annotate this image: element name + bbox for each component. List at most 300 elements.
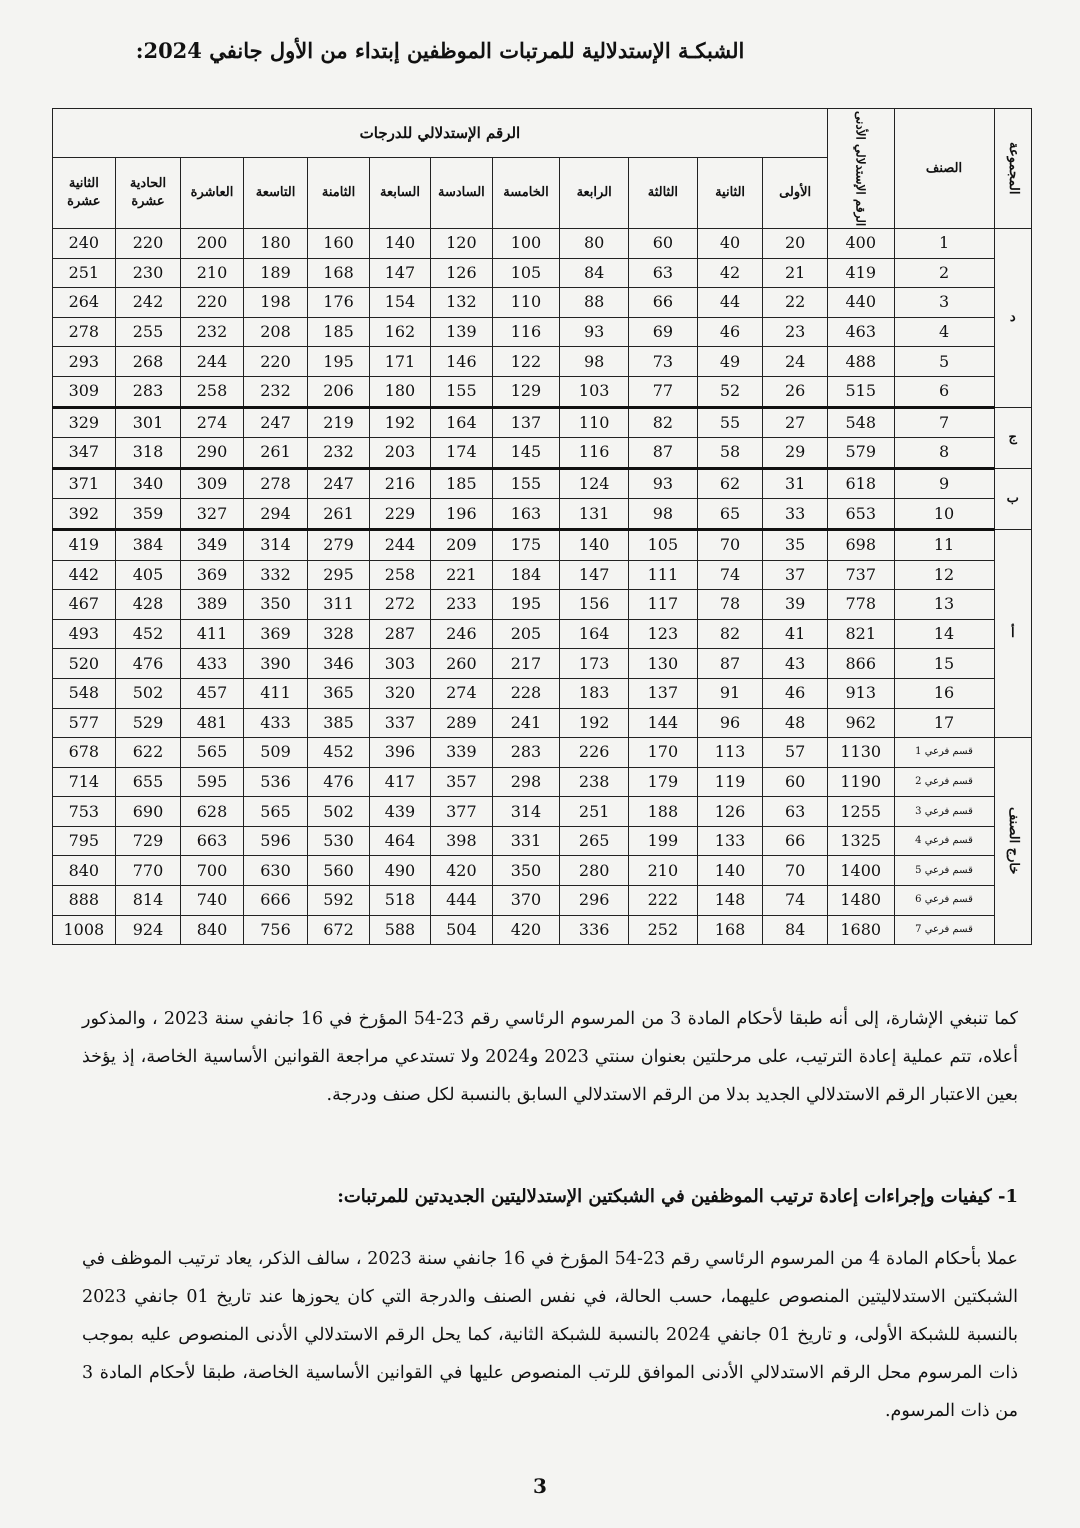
degree-value-cell: 295 bbox=[308, 560, 369, 590]
degree-value-cell: 146 bbox=[431, 347, 492, 377]
degree-value-cell: 57 bbox=[763, 738, 828, 768]
degree-value-cell: 147 bbox=[560, 560, 629, 590]
degree-value-cell: 588 bbox=[369, 915, 430, 945]
degree-value-cell: 318 bbox=[115, 438, 181, 469]
degree-value-cell: 26 bbox=[763, 376, 828, 407]
degree-value-cell: 164 bbox=[560, 619, 629, 649]
degree-value-cell: 278 bbox=[243, 468, 308, 499]
degree-value-cell: 173 bbox=[560, 649, 629, 679]
degree-value-cell: 185 bbox=[431, 468, 492, 499]
degree-value-cell: 240 bbox=[53, 229, 116, 259]
paragraph-2: عملا بأحكام المادة 4 من المرسوم الرئاسي رقم 23-54 المؤرخ في 16 جانفي سنة 2023 ، سالف الذكر، يعاد ترتيب الموظف في الشبكتين الاستدلاليتين المنصوص عليهما، حسب الحالة، في نفس الصنف والدرجة التي كان يحوزها عند تاريخ 01 جانفي 2023 بالنسبة للشبكة الأولى، و تاريخ 01 جانفي 2024 بالنسبة للشبكة الثانية، كما يحل الرقم الاستدلالي الأدنى المنصوص عليه بموجب ذات المرسوم محل الرقم الاستدلالي الأدنى الموافق للرتب المنصوص عليها في القوانين الأساسية الخاصة، طبقا لأحكام المادة 3 من ذات المرسوم. bbox=[82, 1249, 1019, 1421]
degree-value-cell: 264 bbox=[53, 288, 116, 318]
degree-header: الثامنة bbox=[308, 158, 369, 229]
degree-value-cell: 148 bbox=[697, 886, 763, 916]
degree-value-cell: 87 bbox=[629, 438, 698, 469]
category-cell: قسم فرعي 6 bbox=[894, 886, 994, 916]
degree-value-cell: 814 bbox=[115, 886, 181, 916]
degree-value-cell: 520 bbox=[53, 649, 116, 679]
degree-value-cell: 232 bbox=[308, 438, 369, 469]
degree-value-cell: 251 bbox=[53, 258, 116, 288]
degree-value-cell: 314 bbox=[492, 797, 560, 827]
degree-value-cell: 189 bbox=[243, 258, 308, 288]
degree-value-cell: 82 bbox=[629, 407, 698, 438]
degree-value-cell: 55 bbox=[697, 407, 763, 438]
degree-value-cell: 110 bbox=[492, 288, 560, 318]
degree-value-cell: 98 bbox=[629, 499, 698, 530]
degree-value-cell: 359 bbox=[115, 499, 181, 530]
degree-value-cell: 164 bbox=[431, 407, 492, 438]
degree-value-cell: 442 bbox=[53, 560, 116, 590]
degree-value-cell: 226 bbox=[560, 738, 629, 768]
table-row bbox=[53, 438, 1032, 469]
degree-value-cell: 320 bbox=[369, 678, 430, 708]
degree-value-cell: 476 bbox=[308, 767, 369, 797]
degree-value-cell: 87 bbox=[697, 649, 763, 679]
degree-value-cell: 217 bbox=[492, 649, 560, 679]
degree-value-cell: 548 bbox=[53, 678, 116, 708]
degree-value-cell: 246 bbox=[431, 619, 492, 649]
degree-value-cell: 493 bbox=[53, 619, 116, 649]
category-cell: قسم فرعي 4 bbox=[894, 826, 994, 856]
category-cell: قسم فرعي 2 bbox=[894, 767, 994, 797]
min-index-cell: 400 bbox=[827, 229, 894, 259]
degree-value-cell: 518 bbox=[369, 886, 430, 916]
degree-value-cell: 174 bbox=[431, 438, 492, 469]
degree-value-cell: 244 bbox=[369, 529, 430, 560]
table-row bbox=[53, 499, 1032, 530]
category-cell: 7 bbox=[894, 407, 994, 438]
degree-value-cell: 168 bbox=[308, 258, 369, 288]
degree-value-cell: 210 bbox=[629, 856, 698, 886]
degree-value-cell: 714 bbox=[53, 767, 116, 797]
category-cell: 9 bbox=[894, 468, 994, 499]
degree-value-cell: 433 bbox=[243, 708, 308, 738]
page-title: الشبكـة الإستدلالية للمرتبات الموظفين إبتداء من الأول جانفي 2024: bbox=[135, 38, 745, 63]
degree-value-cell: 185 bbox=[308, 317, 369, 347]
degree-header: الثانية عشرة bbox=[53, 158, 116, 229]
degree-value-cell: 252 bbox=[629, 915, 698, 945]
degree-value-cell: 219 bbox=[308, 407, 369, 438]
degree-value-cell: 490 bbox=[369, 856, 430, 886]
degree-value-cell: 888 bbox=[53, 886, 116, 916]
degree-value-cell: 74 bbox=[697, 560, 763, 590]
section-heading: 1- كيفيات وإجراءات إعادة ترتيب الموظفين في الشبكتين الإستدلاليتين الجديدتين للمرتبات: bbox=[337, 1186, 1018, 1207]
degree-value-cell: 1008 bbox=[53, 915, 116, 945]
degree-value-cell: 289 bbox=[431, 708, 492, 738]
degree-value-cell: 314 bbox=[243, 529, 308, 560]
degree-value-cell: 452 bbox=[308, 738, 369, 768]
group-cell: د bbox=[994, 229, 1031, 408]
degree-value-cell: 41 bbox=[763, 619, 828, 649]
degree-value-cell: 327 bbox=[181, 499, 243, 530]
degree-value-cell: 62 bbox=[697, 468, 763, 499]
degree-value-cell: 560 bbox=[308, 856, 369, 886]
degree-value-cell: 280 bbox=[560, 856, 629, 886]
degree-value-cell: 117 bbox=[629, 590, 698, 620]
category-cell: 13 bbox=[894, 590, 994, 620]
min-index-cell: 515 bbox=[827, 376, 894, 407]
min-index-cell: 1255 bbox=[827, 797, 894, 827]
category-cell: قسم فرعي 7 bbox=[894, 915, 994, 945]
degree-value-cell: 66 bbox=[763, 826, 828, 856]
table-row bbox=[53, 288, 1032, 318]
degree-value-cell: 162 bbox=[369, 317, 430, 347]
table-row bbox=[53, 560, 1032, 590]
min-index-cell: 579 bbox=[827, 438, 894, 469]
degree-value-cell: 46 bbox=[697, 317, 763, 347]
degree-value-cell: 175 bbox=[492, 529, 560, 560]
degree-value-cell: 577 bbox=[53, 708, 116, 738]
degree-value-cell: 139 bbox=[431, 317, 492, 347]
degree-value-cell: 49 bbox=[697, 347, 763, 377]
degree-value-cell: 283 bbox=[115, 376, 181, 407]
degree-value-cell: 171 bbox=[369, 347, 430, 377]
degree-value-cell: 840 bbox=[181, 915, 243, 945]
min-index-cell: 1400 bbox=[827, 856, 894, 886]
degree-value-cell: 369 bbox=[181, 560, 243, 590]
degree-header: الثالثة bbox=[629, 158, 698, 229]
min-index-cell: 821 bbox=[827, 619, 894, 649]
page-number: 3 bbox=[533, 1474, 547, 1498]
degree-value-cell: 140 bbox=[369, 229, 430, 259]
degree-value-cell: 216 bbox=[369, 468, 430, 499]
degree-value-cell: 113 bbox=[697, 738, 763, 768]
table-row bbox=[53, 678, 1032, 708]
degree-value-cell: 119 bbox=[697, 767, 763, 797]
degree-value-cell: 131 bbox=[560, 499, 629, 530]
degree-value-cell: 147 bbox=[369, 258, 430, 288]
degree-value-cell: 350 bbox=[492, 856, 560, 886]
degree-value-cell: 258 bbox=[369, 560, 430, 590]
min-index-cell: 1480 bbox=[827, 886, 894, 916]
degree-value-cell: 84 bbox=[763, 915, 828, 945]
degree-value-cell: 385 bbox=[308, 708, 369, 738]
degree-value-cell: 35 bbox=[763, 529, 828, 560]
degree-value-cell: 467 bbox=[53, 590, 116, 620]
degree-value-cell: 31 bbox=[763, 468, 828, 499]
degree-value-cell: 390 bbox=[243, 649, 308, 679]
degree-value-cell: 337 bbox=[369, 708, 430, 738]
degree-value-cell: 392 bbox=[53, 499, 116, 530]
degree-value-cell: 229 bbox=[369, 499, 430, 530]
category-header: الصنف bbox=[894, 109, 994, 229]
degree-value-cell: 77 bbox=[629, 376, 698, 407]
table-row bbox=[53, 708, 1032, 738]
degree-value-cell: 98 bbox=[560, 347, 629, 377]
degree-value-cell: 206 bbox=[308, 376, 369, 407]
category-cell: 5 bbox=[894, 347, 994, 377]
degree-value-cell: 42 bbox=[697, 258, 763, 288]
degree-value-cell: 417 bbox=[369, 767, 430, 797]
degree-value-cell: 247 bbox=[308, 468, 369, 499]
degree-value-cell: 349 bbox=[181, 529, 243, 560]
degree-value-cell: 309 bbox=[53, 376, 116, 407]
degree-value-cell: 452 bbox=[115, 619, 181, 649]
degree-value-cell: 298 bbox=[492, 767, 560, 797]
degree-value-cell: 111 bbox=[629, 560, 698, 590]
degree-value-cell: 70 bbox=[763, 856, 828, 886]
table-row bbox=[53, 407, 1032, 438]
degree-value-cell: 144 bbox=[629, 708, 698, 738]
degree-value-cell: 565 bbox=[181, 738, 243, 768]
group-cell: ج bbox=[994, 407, 1031, 468]
table-row bbox=[53, 915, 1032, 945]
degree-value-cell: 192 bbox=[369, 407, 430, 438]
degree-value-cell: 221 bbox=[431, 560, 492, 590]
min-index-cell: 548 bbox=[827, 407, 894, 438]
degree-value-cell: 155 bbox=[492, 468, 560, 499]
degree-value-cell: 274 bbox=[181, 407, 243, 438]
degree-value-cell: 156 bbox=[560, 590, 629, 620]
degree-value-cell: 100 bbox=[492, 229, 560, 259]
table-row bbox=[53, 826, 1032, 856]
degrees-header: الرقم الإستدلالي للدرجات bbox=[53, 109, 828, 158]
degree-value-cell: 457 bbox=[181, 678, 243, 708]
degree-value-cell: 180 bbox=[369, 376, 430, 407]
degree-value-cell: 48 bbox=[763, 708, 828, 738]
degree-value-cell: 52 bbox=[697, 376, 763, 407]
degree-header: السادسة bbox=[431, 158, 492, 229]
degree-value-cell: 332 bbox=[243, 560, 308, 590]
degree-value-cell: 46 bbox=[763, 678, 828, 708]
degree-value-cell: 371 bbox=[53, 468, 116, 499]
degree-value-cell: 222 bbox=[629, 886, 698, 916]
min-index-cell: 913 bbox=[827, 678, 894, 708]
degree-value-cell: 29 bbox=[763, 438, 828, 469]
degree-value-cell: 255 bbox=[115, 317, 181, 347]
degree-value-cell: 339 bbox=[431, 738, 492, 768]
min-index-cell: 737 bbox=[827, 560, 894, 590]
degree-value-cell: 93 bbox=[560, 317, 629, 347]
degree-value-cell: 329 bbox=[53, 407, 116, 438]
degree-value-cell: 690 bbox=[115, 797, 181, 827]
degree-value-cell: 311 bbox=[308, 590, 369, 620]
degree-value-cell: 420 bbox=[492, 915, 560, 945]
degree-value-cell: 756 bbox=[243, 915, 308, 945]
min-index-cell: 419 bbox=[827, 258, 894, 288]
degree-value-cell: 251 bbox=[560, 797, 629, 827]
degree-value-cell: 33 bbox=[763, 499, 828, 530]
degree-value-cell: 336 bbox=[560, 915, 629, 945]
degree-header: الأولى bbox=[763, 158, 828, 229]
degree-value-cell: 93 bbox=[629, 468, 698, 499]
degree-value-cell: 210 bbox=[181, 258, 243, 288]
degree-value-cell: 678 bbox=[53, 738, 116, 768]
table-row bbox=[53, 529, 1032, 560]
degree-value-cell: 168 bbox=[697, 915, 763, 945]
degree-value-cell: 105 bbox=[492, 258, 560, 288]
degree-value-cell: 565 bbox=[243, 797, 308, 827]
category-cell: 11 bbox=[894, 529, 994, 560]
degree-value-cell: 464 bbox=[369, 826, 430, 856]
degree-value-cell: 195 bbox=[308, 347, 369, 377]
degree-value-cell: 22 bbox=[763, 288, 828, 318]
degree-value-cell: 238 bbox=[560, 767, 629, 797]
paragraph-1: كما تنبغي الإشارة، إلى أنه طبقا لأحكام المادة 3 من المرسوم الرئاسي رقم 23-54 المؤرخ في 16 جانفي سنة 2023 ، والمذكور أعلاه، تتم عملية إعادة الترتيب، على مرحلتين بعنوان سنتي 2023 و2024 ولا تستدعي مراجعة القوانين الأساسية الخاصة، إذ يؤخذ بعين الاعتبار الرقم الاستدلالي الجديد بدلا من الرقم الاستدلالي السابق بالنسبة لكل صنف ودرجة. bbox=[82, 1009, 1018, 1105]
min-index-cell: 698 bbox=[827, 529, 894, 560]
degree-value-cell: 116 bbox=[560, 438, 629, 469]
degree-value-cell: 84 bbox=[560, 258, 629, 288]
table-row bbox=[53, 886, 1032, 916]
degree-value-cell: 232 bbox=[181, 317, 243, 347]
degree-value-cell: 129 bbox=[492, 376, 560, 407]
degree-value-cell: 220 bbox=[243, 347, 308, 377]
degree-value-cell: 502 bbox=[308, 797, 369, 827]
degree-value-cell: 208 bbox=[243, 317, 308, 347]
degree-value-cell: 124 bbox=[560, 468, 629, 499]
category-cell: 6 bbox=[894, 376, 994, 407]
degree-value-cell: 137 bbox=[629, 678, 698, 708]
degree-value-cell: 700 bbox=[181, 856, 243, 886]
degree-value-cell: 384 bbox=[115, 529, 181, 560]
degree-value-cell: 39 bbox=[763, 590, 828, 620]
degree-value-cell: 122 bbox=[492, 347, 560, 377]
degree-value-cell: 663 bbox=[181, 826, 243, 856]
degree-value-cell: 179 bbox=[629, 767, 698, 797]
degree-value-cell: 369 bbox=[243, 619, 308, 649]
degree-value-cell: 78 bbox=[697, 590, 763, 620]
degree-value-cell: 170 bbox=[629, 738, 698, 768]
degree-value-cell: 140 bbox=[697, 856, 763, 886]
degree-value-cell: 405 bbox=[115, 560, 181, 590]
degree-value-cell: 350 bbox=[243, 590, 308, 620]
category-cell: 8 bbox=[894, 438, 994, 469]
degree-value-cell: 70 bbox=[697, 529, 763, 560]
category-cell: قسم فرعي 5 bbox=[894, 856, 994, 886]
degree-value-cell: 37 bbox=[763, 560, 828, 590]
degree-value-cell: 188 bbox=[629, 797, 698, 827]
degree-value-cell: 145 bbox=[492, 438, 560, 469]
salary-index-table bbox=[52, 108, 1032, 945]
min-index-cell: 962 bbox=[827, 708, 894, 738]
degree-value-cell: 126 bbox=[431, 258, 492, 288]
degree-value-cell: 244 bbox=[181, 347, 243, 377]
table-row bbox=[53, 376, 1032, 407]
min-index-cell: 463 bbox=[827, 317, 894, 347]
table-row bbox=[53, 229, 1032, 259]
degree-value-cell: 770 bbox=[115, 856, 181, 886]
degree-value-cell: 232 bbox=[243, 376, 308, 407]
degree-value-cell: 795 bbox=[53, 826, 116, 856]
degree-header: السابعة bbox=[369, 158, 430, 229]
degree-value-cell: 398 bbox=[431, 826, 492, 856]
degree-value-cell: 258 bbox=[181, 376, 243, 407]
min-index-cell: 440 bbox=[827, 288, 894, 318]
degree-value-cell: 301 bbox=[115, 407, 181, 438]
degree-value-cell: 180 bbox=[243, 229, 308, 259]
table-row bbox=[53, 649, 1032, 679]
min-index-cell: 618 bbox=[827, 468, 894, 499]
degree-value-cell: 428 bbox=[115, 590, 181, 620]
category-cell: 1 bbox=[894, 229, 994, 259]
degree-value-cell: 23 bbox=[763, 317, 828, 347]
degree-value-cell: 309 bbox=[181, 468, 243, 499]
degree-value-cell: 220 bbox=[115, 229, 181, 259]
degree-value-cell: 247 bbox=[243, 407, 308, 438]
degree-value-cell: 65 bbox=[697, 499, 763, 530]
degree-value-cell: 294 bbox=[243, 499, 308, 530]
degree-value-cell: 132 bbox=[431, 288, 492, 318]
degree-value-cell: 261 bbox=[243, 438, 308, 469]
degree-value-cell: 120 bbox=[431, 229, 492, 259]
degree-value-cell: 268 bbox=[115, 347, 181, 377]
category-cell: 4 bbox=[894, 317, 994, 347]
degree-value-cell: 504 bbox=[431, 915, 492, 945]
degree-value-cell: 265 bbox=[560, 826, 629, 856]
degree-value-cell: 283 bbox=[492, 738, 560, 768]
degree-value-cell: 530 bbox=[308, 826, 369, 856]
table-row bbox=[53, 767, 1032, 797]
degree-value-cell: 296 bbox=[560, 886, 629, 916]
degree-value-cell: 220 bbox=[181, 288, 243, 318]
degree-value-cell: 274 bbox=[431, 678, 492, 708]
degree-value-cell: 242 bbox=[115, 288, 181, 318]
category-cell: 12 bbox=[894, 560, 994, 590]
degree-value-cell: 293 bbox=[53, 347, 116, 377]
degree-value-cell: 74 bbox=[763, 886, 828, 916]
degree-value-cell: 328 bbox=[308, 619, 369, 649]
degree-value-cell: 529 bbox=[115, 708, 181, 738]
degree-value-cell: 40 bbox=[697, 229, 763, 259]
degree-value-cell: 233 bbox=[431, 590, 492, 620]
degree-value-cell: 69 bbox=[629, 317, 698, 347]
degree-value-cell: 370 bbox=[492, 886, 560, 916]
degree-value-cell: 24 bbox=[763, 347, 828, 377]
degree-value-cell: 133 bbox=[697, 826, 763, 856]
degree-value-cell: 331 bbox=[492, 826, 560, 856]
degree-value-cell: 60 bbox=[763, 767, 828, 797]
degree-value-cell: 196 bbox=[431, 499, 492, 530]
degree-value-cell: 82 bbox=[697, 619, 763, 649]
min-index-cell: 488 bbox=[827, 347, 894, 377]
degree-value-cell: 396 bbox=[369, 738, 430, 768]
degree-value-cell: 655 bbox=[115, 767, 181, 797]
degree-value-cell: 377 bbox=[431, 797, 492, 827]
degree-value-cell: 357 bbox=[431, 767, 492, 797]
degree-value-cell: 126 bbox=[697, 797, 763, 827]
degree-value-cell: 116 bbox=[492, 317, 560, 347]
degree-value-cell: 66 bbox=[629, 288, 698, 318]
degree-value-cell: 58 bbox=[697, 438, 763, 469]
degree-value-cell: 200 bbox=[181, 229, 243, 259]
degree-value-cell: 630 bbox=[243, 856, 308, 886]
degree-value-cell: 88 bbox=[560, 288, 629, 318]
degree-header: الرابعة bbox=[560, 158, 629, 229]
min-index-header: الرقم الإستدلالي الأدنى bbox=[827, 109, 894, 229]
degree-value-cell: 21 bbox=[763, 258, 828, 288]
min-index-cell: 866 bbox=[827, 649, 894, 679]
degree-value-cell: 740 bbox=[181, 886, 243, 916]
category-cell: 10 bbox=[894, 499, 994, 530]
min-index-cell: 1680 bbox=[827, 915, 894, 945]
table-row bbox=[53, 619, 1032, 649]
degree-value-cell: 272 bbox=[369, 590, 430, 620]
category-cell: قسم فرعي 3 bbox=[894, 797, 994, 827]
degree-value-cell: 628 bbox=[181, 797, 243, 827]
table-row bbox=[53, 856, 1032, 886]
table-row bbox=[53, 738, 1032, 768]
degree-value-cell: 140 bbox=[560, 529, 629, 560]
degree-value-cell: 340 bbox=[115, 468, 181, 499]
degree-value-cell: 420 bbox=[431, 856, 492, 886]
degree-value-cell: 73 bbox=[629, 347, 698, 377]
degree-value-cell: 389 bbox=[181, 590, 243, 620]
degree-value-cell: 130 bbox=[629, 649, 698, 679]
degree-value-cell: 60 bbox=[629, 229, 698, 259]
degree-value-cell: 287 bbox=[369, 619, 430, 649]
degree-value-cell: 44 bbox=[697, 288, 763, 318]
